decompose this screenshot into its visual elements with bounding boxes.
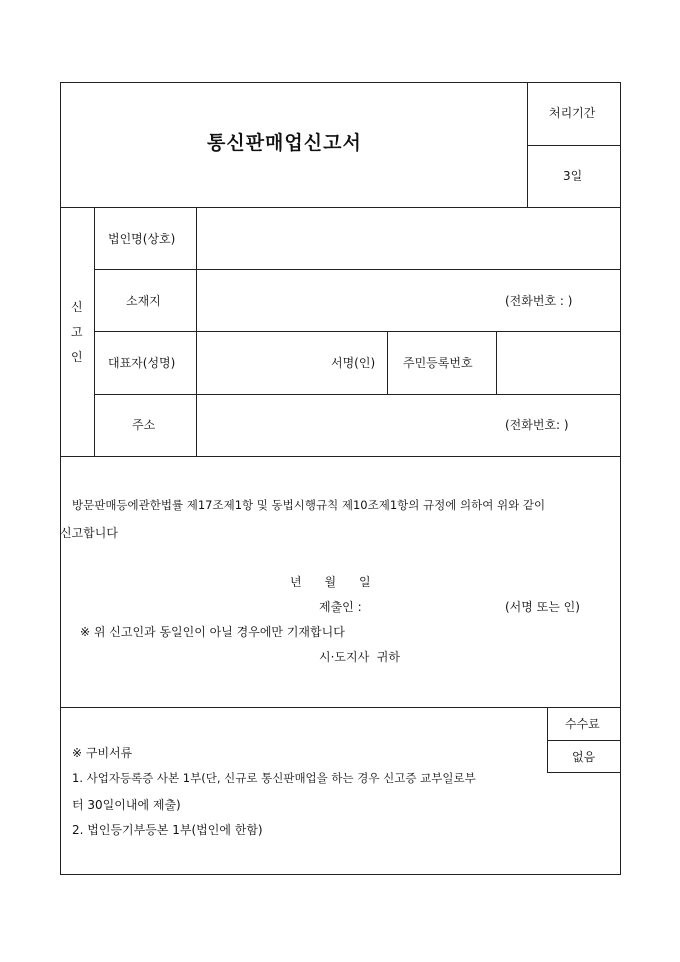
divider <box>60 707 621 708</box>
reporter-label-char: 신 <box>71 300 83 314</box>
representative-label: 대표자(성명) <box>108 356 176 370</box>
address-label: 주소 <box>132 418 156 432</box>
recipient: 시·도지사 귀하 <box>319 650 400 664</box>
declaration-text: 방문판매등에관한법률 제17조제1항 및 동법시행규칙 제10조제1항의 규정에 의하여 위와 같이 <box>72 498 546 512</box>
submitter-note: ※ 위 신고인과 동일인이 아닐 경우에만 기재합니다 <box>80 625 345 639</box>
divider <box>94 207 95 457</box>
address-field[interactable] <box>197 395 497 456</box>
submitter-label: 제출인 : <box>319 600 362 614</box>
document-item: 2. 법인등기부등본 1부(법인에 한함) <box>72 823 263 837</box>
border-bottom <box>60 874 621 875</box>
signature-note: (서명 또는 인) <box>505 600 580 614</box>
documents-header: ※ 구비서류 <box>72 746 133 760</box>
processing-period-value: 3일 <box>563 169 583 183</box>
form-title: 통신판매업신고서 <box>207 132 362 154</box>
resident-number-label: 주민등록번호 <box>403 356 473 370</box>
representative-field[interactable] <box>197 332 327 394</box>
fee-label: 수수료 <box>565 717 600 731</box>
address-phone: (전화번호: ) <box>505 418 569 432</box>
signature-seal: 서명(인) <box>331 356 376 370</box>
company-name-field[interactable] <box>197 208 620 269</box>
location-label: 소재지 <box>126 294 161 308</box>
fee-value: 없음 <box>572 750 596 764</box>
divider <box>527 145 621 146</box>
divider <box>387 331 388 394</box>
border-left <box>60 82 61 875</box>
resident-number-field[interactable] <box>497 332 620 394</box>
processing-period-label: 처리기간 <box>549 106 596 120</box>
declaration-text: 신고합니다 <box>60 526 118 540</box>
divider <box>547 740 621 741</box>
location-phone: (전화번호 : ) <box>505 294 573 308</box>
document-item: 1. 사업자등록증 사본 1부(단, 신규로 통신판매업을 하는 경우 신고증 교부일로부 <box>72 771 476 785</box>
reporter-label-char: 고 <box>71 325 83 339</box>
reporter-label-char: 인 <box>71 350 83 364</box>
document-item: 터 30일이내에 제출) <box>72 798 181 812</box>
date-line: 년 월 일 <box>290 575 371 589</box>
border-top <box>60 82 621 83</box>
divider <box>60 456 621 457</box>
company-name-label: 법인명(상호) <box>108 232 176 246</box>
divider <box>547 772 621 773</box>
border-right <box>620 82 621 875</box>
location-field[interactable] <box>197 270 497 331</box>
